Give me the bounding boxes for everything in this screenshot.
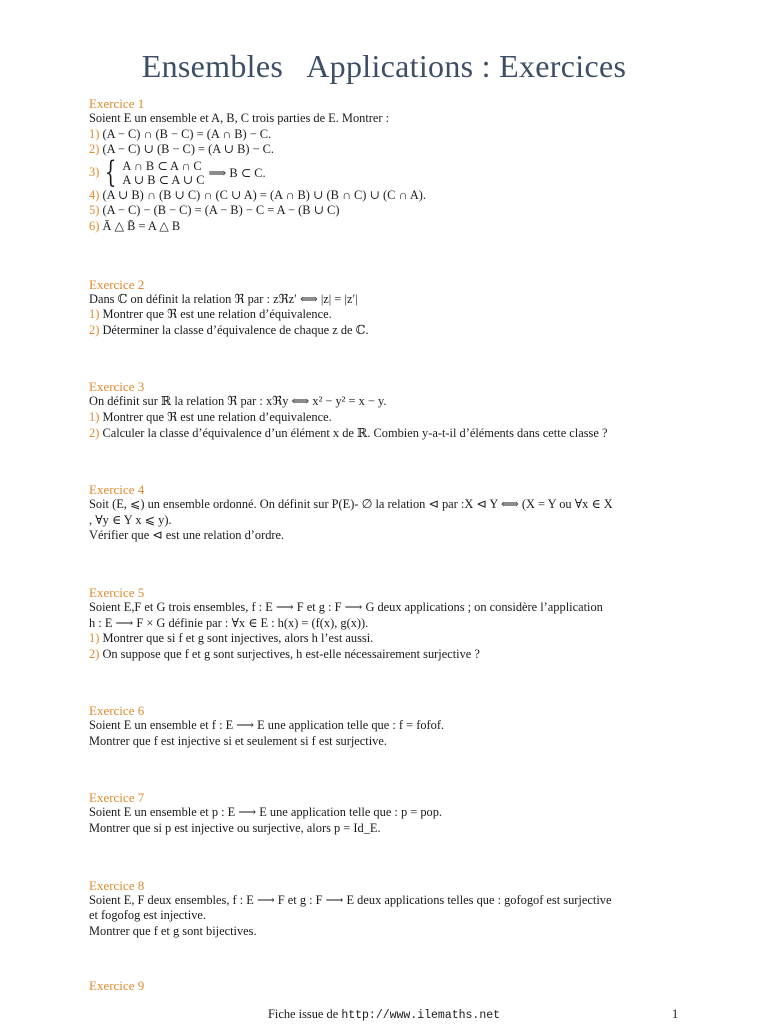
exercise-intro: Montrer que f est injective si et seulement si f est surjective. (89, 733, 387, 748)
exercise-intro: Soient E un ensemble et f : E ⟶ E une application telle que : f = fofof. (89, 718, 445, 733)
item-text: (A − C) ∩ (B − C) = (A ∩ B) − C. (102, 126, 272, 141)
exercise-item (89, 219, 681, 235)
exercise-1 (89, 96, 681, 235)
exercise-heading: Exercice 1 (89, 96, 145, 111)
exercise-intro: Soient E, F deux ensembles, f : E ⟶ F et g : F ⟶ E deux applications telles que : gofogof est surjective (89, 892, 612, 907)
item-number: 5) (89, 203, 100, 218)
exercise-intro: Soient E,F et G trois ensembles, f : E ⟶ F et g : F ⟶ G deux applications ; on considère l’application (89, 599, 603, 614)
exercise-intro: Montrer que si p est injective ou surjective, alors p = Id_E. (89, 821, 381, 836)
exercise-item (89, 154, 681, 190)
exercise-4 (89, 482, 681, 544)
exercise-item (89, 426, 681, 442)
exercise-heading: Exercice 7 (89, 790, 145, 806)
item-text: On suppose que f et g sont surjectives, h est-elle nécessairement surjective ? (102, 646, 480, 661)
exercise-intro: Soient E un ensemble et p : E ⟶ E une application telle que : p = pop. (89, 805, 443, 820)
exercise-intro: Soit (E, ⩽) un ensemble ordonné. On définit sur P(E)- ∅ la relation ⊲ par :X ⊲ Y ⟺ (X = Y ou ∀x ∈ X (89, 497, 613, 512)
item-text: Ā △ B̄ = A △ B (102, 218, 181, 233)
exercise-intro: et fogofog est injective. (89, 908, 206, 923)
exercise-2 (89, 277, 681, 339)
exercise-item (89, 127, 681, 143)
exercise-item (89, 188, 681, 204)
exercise-6 (89, 703, 681, 749)
exercise-intro: Dans ℂ on définit la relation ℜ par : zℜz′ ⟺ |z| = |z′| (89, 291, 358, 306)
item-number: 1) (89, 409, 100, 424)
exercise-8 (89, 878, 681, 940)
item-text: Montrer que ℜ est une relation d’équivalence. (102, 307, 332, 322)
exercise-9 (89, 978, 681, 993)
item-number: 2) (89, 646, 100, 661)
item-text: Montrer que ℜ est une relation d’equivalence. (102, 409, 332, 424)
item-number: 4) (89, 187, 100, 202)
exercise-intro: Soient E un ensemble et A, B, C trois parties de E. Montrer : (89, 111, 390, 125)
item-number: 2) (89, 425, 100, 440)
exercise-7 (89, 790, 681, 836)
exercise-item (89, 203, 681, 219)
exercise-intro: Vérifier que ⊲ est une relation d’ordre. (89, 528, 285, 543)
exercise-heading: Exercice 5 (89, 584, 145, 600)
item-text: (A ∪ B) ∩ (B ∪ C) ∩ (C ∪ A) = (A ∩ B) ∪ (B ∩ C) ∪ (C ∩ A). (102, 187, 427, 202)
exercise-item (89, 142, 681, 158)
footer-prefix: Fiche issue de (268, 1007, 342, 1021)
item-number: 1) (89, 126, 100, 141)
exercise-5 (89, 585, 681, 662)
item-text: Montrer que si f et g sont injectives, alors h l’est aussi. (102, 631, 374, 646)
exercise-heading: Exercice 6 (89, 703, 145, 719)
exercise-item (89, 631, 681, 647)
exercise-heading: Exercice 9 (89, 978, 145, 994)
left-brace: { (105, 154, 117, 190)
item-text: Calculer la classe d’équivalence d’un élément x de ℝ. Combien y-a-t-il d’éléments dans cette classe ? (102, 425, 608, 440)
item-text: Déterminer la classe d’équivalence de chaque z de ℂ. (102, 322, 369, 337)
exercise-item (89, 647, 681, 663)
page-title: Ensembles Applications : Exercices (141, 48, 627, 84)
brace-line: A ∩ B ⊂ A ∩ C (122, 158, 202, 173)
exercise-intro: On définit sur ℝ la relation ℜ par : xℜy ⟺ x² − y² = x − y. (89, 394, 387, 409)
exercise-intro: Montrer que f et g sont bijectives. (89, 923, 257, 938)
item-number: 6) (89, 218, 100, 233)
item-number: 2) (89, 142, 100, 157)
page-number: 1 (672, 1007, 679, 1021)
exercise-item (89, 410, 681, 426)
item-text: (A − C) − (B − C) = (A − B) − C = A − (B ∪ C) (102, 203, 340, 218)
item-number: 3) (89, 165, 100, 180)
item-text: (A − C) ∪ (B − C) = (A ∪ B) − C. (102, 142, 275, 157)
item-number: 1) (89, 631, 100, 646)
item-number: 2) (89, 322, 100, 337)
exercise-heading: Exercice 4 (89, 482, 145, 498)
exercise-intro: , ∀y ∈ Y x ⩽ y). (89, 512, 172, 527)
exercise-heading: Exercice 3 (89, 379, 145, 395)
exercise-heading: Exercice 8 (89, 877, 145, 893)
footer-source (268, 1007, 500, 1022)
item-text: ⟹ B ⊂ C. (208, 165, 266, 180)
footer-link[interactable]: http://www.ilemaths.net (341, 1009, 501, 1022)
exercise-3 (89, 379, 681, 441)
item-number: 1) (89, 307, 100, 322)
brace-line: A ∪ B ⊂ A ∪ C (122, 172, 205, 187)
exercise-item (89, 307, 681, 323)
exercise-heading: Exercice 2 (89, 276, 145, 292)
exercise-item (89, 323, 681, 339)
exercise-list (89, 96, 681, 993)
brace-system (122, 159, 204, 187)
exercise-intro: h : E ⟶ F × G définie par : ∀x ∈ E : h(x) = (f(x), g(x)). (89, 615, 369, 630)
